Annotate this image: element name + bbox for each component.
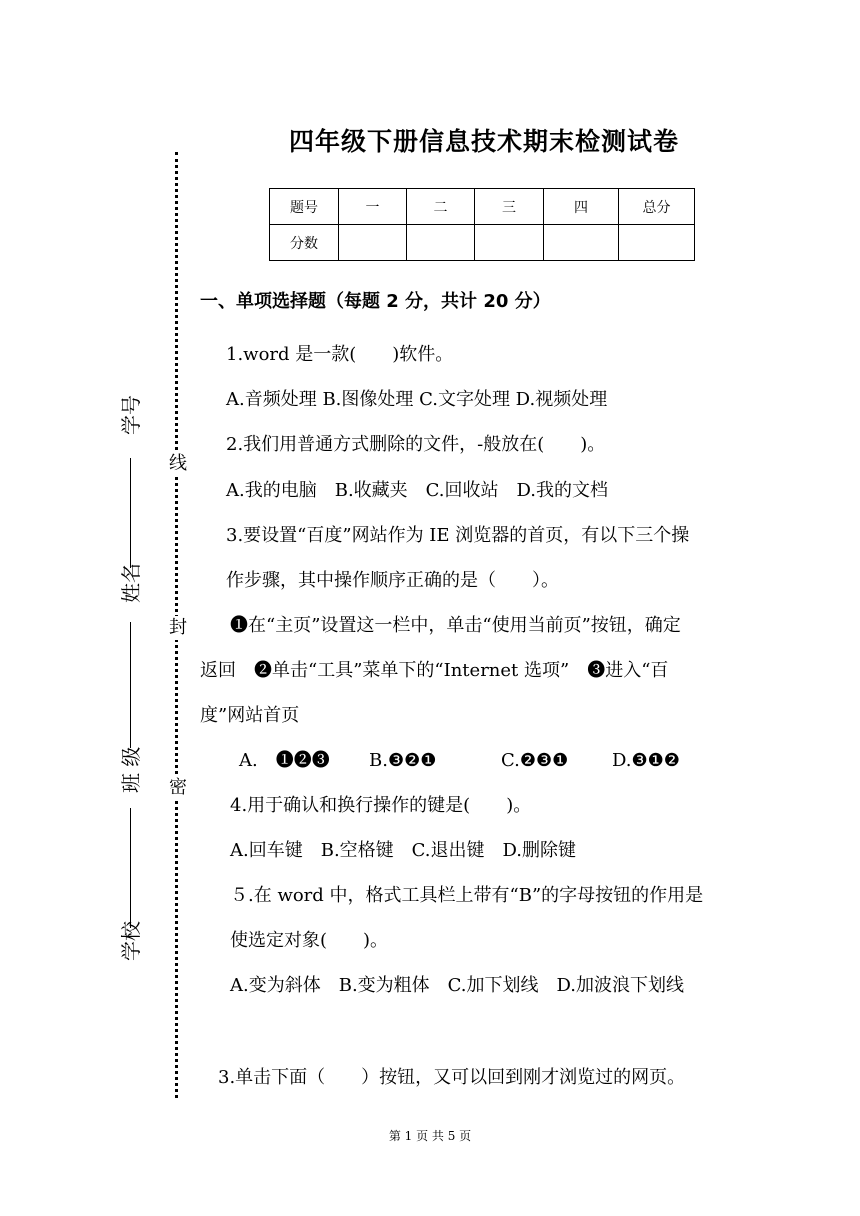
score-table — [269, 188, 695, 261]
question-1-options: A.音频处理 B.图像处理 C.文字处理 D.视频处理 — [226, 389, 608, 410]
question-3-steps-cont: 返回 ❷单击“工具”菜单下的“Internet 选项” ❸进入“百 — [200, 660, 669, 681]
score-cell — [544, 225, 619, 261]
question-3-steps-end: 度”网站首页 — [200, 705, 300, 726]
header-cell: 一 — [339, 189, 407, 225]
exam-title: 四年级下册信息技术期末检测试卷 — [288, 127, 679, 156]
name-blank — [130, 622, 131, 748]
score-cell — [407, 225, 475, 261]
score-cell — [475, 225, 544, 261]
question-4: 4.用于确认和换行操作的键是( )。 — [230, 795, 532, 816]
student-id-label: 学号 — [119, 395, 143, 435]
header-cell: 三 — [475, 189, 544, 225]
school-label: 学校 — [119, 921, 143, 961]
score-cell — [339, 225, 407, 261]
question-3-option-b: B.❸❷❶ — [369, 750, 437, 771]
question-3-option-a: A. ❶❷❸ — [239, 750, 330, 771]
question-2: 2.我们用普通方式删除的文件，-般放在( )。 — [226, 434, 606, 455]
question-5-cont: 使选定对象( )。 — [230, 930, 389, 951]
question-3-cont: 作步骤，其中操作顺序正确的是（ ）。 — [226, 570, 559, 591]
question-3: 3.要设置“百度”网站作为 IE 浏览器的首页，有以下三个操 — [226, 525, 690, 546]
question-3-steps: ❶在“主页”设置这一栏中，单击“使用当前页”按钮，确定 — [230, 615, 681, 636]
student-id-blank — [130, 458, 131, 568]
question-2-options: A.我的电脑 B.收藏夹 C.回收站 D.我的文档 — [226, 480, 609, 501]
row-label: 分数 — [270, 225, 339, 261]
page-footer: 第 1 页 共 5 页 — [388, 1129, 472, 1143]
binding-char-mi: 密 — [169, 777, 187, 798]
header-cell: 二 — [407, 189, 475, 225]
section-heading: 一、单项选择题（每题 2 分，共计 20 分） — [200, 291, 551, 312]
question-5-options: A.变为斜体 B.变为粗体 C.加下划线 D.加波浪下划线 — [230, 975, 685, 996]
score-cell — [619, 225, 695, 261]
binding-char-xian: 线 — [169, 453, 187, 474]
header-cell: 题号 — [270, 189, 339, 225]
score-table-header-row — [270, 189, 695, 225]
question-3-option-c: C.❷❸❶ — [501, 750, 569, 771]
question-4-options: A.回车键 B.空格键 C.退出键 D.删除键 — [230, 840, 577, 861]
binding-char-feng: 封 — [169, 617, 187, 638]
question-1: 1.word 是一款( )软件。 — [226, 344, 454, 365]
class-label: 班 级 — [119, 746, 143, 793]
question-next: 3.单击下面（ ）按钮，又可以回到刚才浏览过的网页。 — [218, 1067, 686, 1088]
header-cell: 四 — [544, 189, 619, 225]
score-table-score-row — [270, 225, 695, 261]
question-3-option-d: D.❸❶❷ — [612, 750, 680, 771]
header-cell: 总分 — [619, 189, 695, 225]
question-5: ５.在 word 中，格式工具栏上带有“B”的字母按钮的作用是 — [230, 885, 704, 906]
name-label: 姓名 — [119, 563, 143, 603]
class-blank — [130, 808, 131, 928]
